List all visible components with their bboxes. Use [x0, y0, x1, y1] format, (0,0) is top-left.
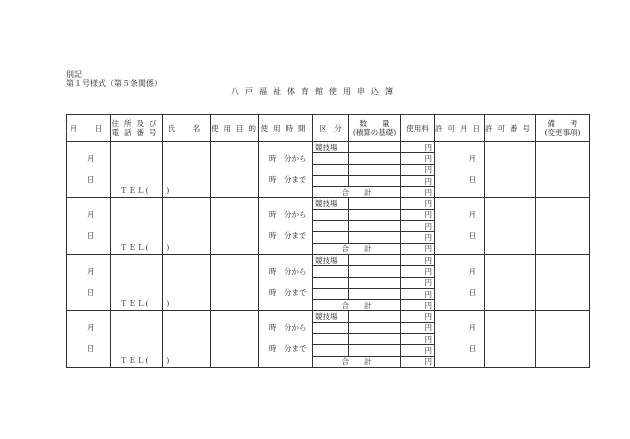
month-label: 月	[87, 266, 95, 276]
header-remarks-line2: (変更事項)	[544, 128, 581, 137]
permit-month-label: 月	[468, 154, 476, 163]
category-cell[interactable]	[313, 277, 349, 288]
quantity-cell[interactable]	[349, 164, 401, 175]
quantity-cell[interactable]	[349, 254, 401, 265]
category-cell[interactable]	[313, 345, 349, 356]
header-permit-date: 許可月日	[435, 115, 485, 142]
permit-day-label: 日	[468, 231, 476, 241]
quantity-cell[interactable]	[349, 232, 401, 243]
month-label: 月	[87, 210, 95, 220]
permit-number-cell[interactable]	[485, 254, 536, 310]
time-to-label: 時 分まで	[269, 175, 307, 184]
quantity-cell[interactable]	[349, 209, 401, 220]
use-date-cell[interactable]	[67, 142, 111, 198]
time-cell[interactable]	[259, 142, 313, 198]
permit-month-label: 月	[468, 266, 476, 276]
fee-cell[interactable]: 円	[401, 164, 435, 175]
fee-cell[interactable]: 円	[401, 198, 435, 209]
facility-label: 競技場	[313, 198, 349, 209]
category-cell[interactable]	[313, 232, 349, 243]
purpose-cell[interactable]	[211, 198, 259, 254]
address-phone-cell[interactable]	[111, 142, 171, 198]
header-month-day: 月 日	[67, 115, 111, 142]
fee-cell[interactable]: 円	[401, 153, 435, 164]
quantity-cell[interactable]	[349, 311, 401, 322]
use-date-cell[interactable]	[67, 311, 111, 367]
fee-cell[interactable]: 円	[401, 232, 435, 243]
fee-cell[interactable]: 円	[401, 334, 435, 345]
total-label: 合 計	[313, 356, 401, 367]
purpose-cell[interactable]	[211, 311, 259, 367]
tel-label: ＴＥＬ( )	[120, 186, 171, 196]
header-address-line2: 電話番号	[111, 128, 162, 137]
permit-month-label: 月	[468, 210, 476, 220]
fee-cell[interactable]: 円	[401, 266, 435, 277]
permit-number-cell[interactable]	[485, 198, 536, 254]
permit-day-label: 日	[468, 175, 476, 184]
header-remarks-line1: 備 考	[547, 119, 578, 128]
total-label: 合 計	[313, 300, 401, 311]
fee-cell[interactable]: 円	[401, 254, 435, 265]
month-label: 月	[87, 323, 95, 333]
total-label: 合 計	[313, 187, 401, 198]
quantity-cell[interactable]	[349, 198, 401, 209]
category-cell[interactable]	[313, 221, 349, 232]
application-entry-block	[67, 198, 590, 254]
permit-date-cell[interactable]	[435, 198, 485, 254]
quantity-cell[interactable]	[349, 221, 401, 232]
header-address-phone	[111, 115, 163, 142]
permit-date-cell[interactable]	[435, 254, 485, 310]
application-entry-block	[67, 311, 590, 367]
permit-day-label: 日	[468, 344, 476, 354]
header-category: 区 分	[313, 115, 349, 142]
category-cell[interactable]	[313, 322, 349, 333]
header-time: 使用時間	[259, 115, 313, 142]
tel-label: ＴＥＬ( )	[120, 299, 171, 309]
category-cell[interactable]	[313, 164, 349, 175]
fee-cell[interactable]: 円	[401, 288, 435, 299]
time-to-label: 時 分まで	[269, 344, 307, 354]
fee-cell[interactable]: 円	[401, 345, 435, 356]
total-label: 合 計	[313, 243, 401, 254]
time-from-label: 時 分から	[269, 323, 307, 333]
category-cell[interactable]	[313, 288, 349, 299]
fee-cell[interactable]: 円	[401, 311, 435, 322]
header-permit-number: 許可番号	[485, 115, 536, 142]
fee-cell[interactable]: 円	[401, 322, 435, 333]
permit-day-label: 日	[468, 287, 476, 297]
table-row	[67, 254, 590, 265]
quantity-cell[interactable]	[349, 175, 401, 186]
fee-cell[interactable]: 円	[401, 221, 435, 232]
total-fee-cell[interactable]: 円	[401, 300, 435, 311]
category-cell[interactable]	[313, 266, 349, 277]
quantity-cell[interactable]	[349, 142, 401, 153]
time-cell[interactable]	[259, 311, 313, 367]
total-fee-cell[interactable]: 円	[401, 356, 435, 367]
time-to-label: 時 分まで	[269, 287, 307, 297]
use-date-cell[interactable]	[67, 254, 111, 310]
permit-date-cell[interactable]	[435, 311, 485, 367]
remarks-cell[interactable]	[536, 142, 590, 198]
header-fee: 使用料	[401, 115, 435, 142]
header-quantity-line1: 数 量	[359, 119, 390, 128]
tel-label: ＴＥＬ( )	[120, 242, 171, 252]
permit-month-label: 月	[468, 323, 476, 333]
header-remarks	[536, 115, 590, 142]
tel-label: ＴＥＬ( )	[120, 355, 171, 365]
quantity-cell[interactable]	[349, 345, 401, 356]
header-quantity-line2: (積算の基礎)	[352, 128, 397, 137]
permit-date-cell[interactable]	[435, 142, 485, 198]
month-label: 月	[87, 154, 95, 163]
quantity-cell[interactable]	[349, 153, 401, 164]
time-cell[interactable]	[259, 198, 313, 254]
fee-cell[interactable]: 円	[401, 277, 435, 288]
time-from-label: 時 分から	[269, 210, 307, 220]
category-cell[interactable]	[313, 334, 349, 345]
category-cell[interactable]	[313, 153, 349, 164]
day-label: 日	[87, 231, 95, 241]
permit-number-cell[interactable]	[485, 142, 536, 198]
remarks-cell[interactable]	[536, 311, 590, 367]
quantity-cell[interactable]	[349, 322, 401, 333]
appendix-label: 別記	[66, 70, 82, 79]
time-cell[interactable]	[259, 254, 313, 310]
table-row	[67, 198, 590, 209]
table-row	[67, 142, 590, 153]
address-phone-cell[interactable]	[111, 198, 171, 254]
application-register-table	[66, 114, 590, 368]
facility-label: 競技場	[313, 311, 349, 322]
fee-cell[interactable]: 円	[401, 175, 435, 186]
fee-cell[interactable]: 円	[401, 209, 435, 220]
header-address-line1: 住所及び	[111, 119, 162, 128]
purpose-cell[interactable]	[211, 142, 259, 198]
address-phone-cell[interactable]	[111, 311, 171, 367]
fee-cell[interactable]: 円	[401, 142, 435, 153]
remarks-cell[interactable]	[536, 254, 590, 310]
header-purpose: 使用目的	[211, 115, 259, 142]
total-fee-cell[interactable]: 円	[401, 243, 435, 254]
header-quantity	[349, 115, 401, 142]
permit-number-cell[interactable]	[485, 311, 536, 367]
time-to-label: 時 分まで	[269, 231, 307, 241]
quantity-cell[interactable]	[349, 277, 401, 288]
facility-label: 競技場	[313, 142, 349, 153]
time-from-label: 時 分から	[269, 154, 307, 163]
remarks-cell[interactable]	[536, 198, 590, 254]
facility-label: 競技場	[313, 254, 349, 265]
table-header-row	[67, 115, 590, 142]
time-from-label: 時 分から	[269, 266, 307, 276]
day-label: 日	[87, 175, 95, 184]
day-label: 日	[87, 287, 95, 297]
application-entry-block	[67, 142, 590, 198]
form-title: 八戸福祉体育館使用申込簿	[231, 87, 399, 96]
quantity-cell[interactable]	[349, 288, 401, 299]
category-cell[interactable]	[313, 175, 349, 186]
form-number-label: 第１号様式（第５条関係）	[66, 79, 162, 88]
quantity-cell[interactable]	[349, 266, 401, 277]
address-phone-cell[interactable]	[111, 254, 171, 310]
quantity-cell[interactable]	[349, 334, 401, 345]
total-fee-cell[interactable]: 円	[401, 187, 435, 198]
application-entry-block	[67, 254, 590, 310]
header-name: 氏 名	[163, 115, 211, 142]
category-cell[interactable]	[313, 209, 349, 220]
use-date-cell[interactable]	[67, 198, 111, 254]
purpose-cell[interactable]	[211, 254, 259, 310]
day-label: 日	[87, 344, 95, 354]
table-row	[67, 311, 590, 322]
